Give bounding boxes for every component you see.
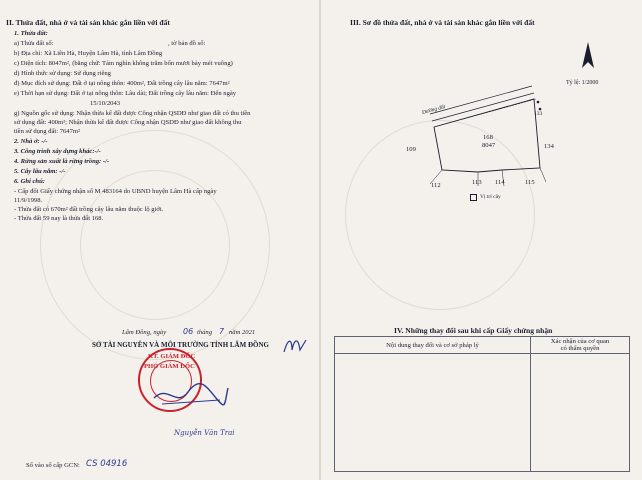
s1f2: 15/10/2043 bbox=[90, 100, 121, 107]
col-authority-line1: Xác nhận của cơ quan bbox=[550, 338, 610, 345]
s6: 6. Ghi chú: bbox=[14, 178, 45, 185]
signature-mark bbox=[150, 378, 230, 412]
changes-table bbox=[334, 336, 630, 472]
neighbor-134: 134 bbox=[544, 143, 554, 150]
s4: 4. Rừng sản xuất là rừng trồng: -/- bbox=[14, 158, 110, 165]
scale-label: Tỷ lệ: 1/2000 bbox=[566, 80, 599, 86]
s1b: b) Địa chỉ: Xã Liên Hà, Huyện Lâm Hà, tỉnh Lâm Đồng bbox=[14, 50, 163, 57]
right-page bbox=[320, 0, 642, 480]
s1c: c) Diện tích: 8047m², (bằng chữ: Tám nghìn không trăm bốn mươi bảy mét vuông) bbox=[14, 60, 233, 67]
date-day: 06 bbox=[183, 327, 194, 336]
road-label: Đường đất bbox=[421, 104, 446, 117]
vice-title: PHÓ GIÁM ĐỐC bbox=[144, 363, 195, 370]
neighbor-112: 112 bbox=[431, 182, 441, 189]
note2: - Thửa đất có 670m² đất trồng cây lâu năm thuộc lộ giới. bbox=[14, 206, 164, 213]
note3: - Thửa đất 59 nay là thửa đất 168. bbox=[14, 215, 104, 222]
neighbor-113: 113 bbox=[472, 179, 482, 186]
serial-value: CS 04916 bbox=[86, 459, 128, 469]
section-2-title: II. Thửa đất, nhà ở và tài sản khác gắn liền với đất bbox=[6, 18, 170, 27]
parcel-number: 168 bbox=[483, 134, 493, 141]
s1g2: sử dụng đất: 400m²; Nhận thừa kế đất được Công nhận QSDĐ như giao đất không thu bbox=[14, 119, 242, 126]
s1g3: tiền sử dụng đất: 7647m² bbox=[14, 128, 80, 135]
serial-label: Số vào sổ cấp GCN: bbox=[26, 462, 80, 469]
parcel-map bbox=[400, 84, 550, 194]
legend-box-icon bbox=[470, 194, 477, 201]
s1f: e) Thời hạn sử dụng: Đất ở tại nông thôn: Lâu dài; Đất trồng cây lâu năm: Đến ngày bbox=[14, 90, 237, 97]
neighbor-115: 115 bbox=[525, 179, 535, 186]
s1-title: 1. Thửa đất: bbox=[14, 30, 48, 37]
note1a: - Cấp đổi Giấy chứng nhận số M 483164 do UBND huyện Lâm Hà cấp ngày bbox=[14, 188, 217, 195]
col-authority bbox=[531, 337, 630, 354]
authority-cell bbox=[531, 354, 630, 472]
kt-title: KT. GIÁM ĐỐC bbox=[148, 353, 196, 360]
initials-mark bbox=[282, 334, 308, 356]
note1b: 11/9/1998. bbox=[14, 197, 43, 204]
parcel-area: 8047 bbox=[482, 142, 496, 149]
agency-name: SỞ TÀI NGUYÊN VÀ MÔI TRƯỜNG TỈNH LÂM ĐỒNG bbox=[92, 341, 269, 349]
north-arrow-icon bbox=[578, 42, 598, 74]
col-change-content: Nội dung thay đổi và cơ sở pháp lý bbox=[335, 337, 531, 354]
date-year: năm 2021 bbox=[229, 329, 256, 336]
date-prefix: Lâm Đồng, ngày bbox=[122, 329, 167, 336]
s1a-tail: , tờ bản đồ số: bbox=[168, 40, 206, 47]
s3: 3. Công trình xây dựng khác:-/- bbox=[14, 148, 101, 155]
date-month: 7 bbox=[219, 327, 225, 336]
neighbor-114: 114 bbox=[495, 179, 505, 186]
legend-label: Vị trí cây bbox=[480, 194, 501, 200]
s1d: d) Hình thức sử dụng: Sử dụng riêng bbox=[14, 70, 111, 77]
s2: 2. Nhà ở: -/- bbox=[14, 138, 48, 145]
change-content-cell bbox=[335, 354, 531, 472]
s1g1: g) Nguồn gốc sử dụng: Nhận thừa kế đất được Công nhận QSDĐ như giao đất có thu tiền bbox=[14, 110, 251, 117]
signer-name: Nguyễn Văn Trai bbox=[174, 429, 235, 437]
left-page bbox=[0, 0, 320, 480]
s5: 5. Cây lâu năm: -/- bbox=[14, 168, 66, 175]
s1a-label: a) Thửa đất số: bbox=[14, 40, 54, 47]
section-4-title: IV. Những thay đổi sau khi cấp Giấy chứng nhận bbox=[394, 326, 553, 335]
neighbor-109: 109 bbox=[406, 146, 416, 153]
neighbor-133: 133 bbox=[534, 111, 543, 117]
col-authority-line2: có thẩm quyền bbox=[560, 345, 600, 352]
s1e: đ) Mục đích sử dụng: Đất ở tại nông thôn: 400m², Đất trồng cây lâu năm: 7647m² bbox=[14, 80, 230, 87]
date-month-label: tháng bbox=[197, 329, 213, 336]
section-3-title: III. Sơ đồ thửa đất, nhà ở và tài sản khác gắn liền với đất bbox=[350, 18, 535, 27]
